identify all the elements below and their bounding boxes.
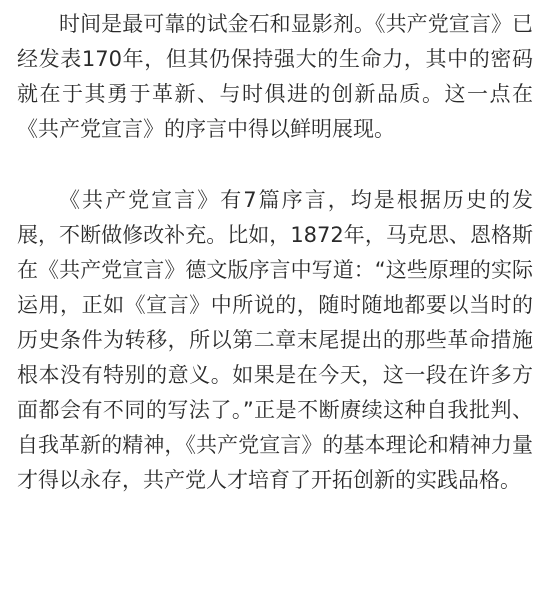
paragraph-1: 时间是最可靠的试金石和显影剂。《共产党宣言》已经发表170年，但其仍保持强大的生命力，其中的密码就在于其勇于革新、与时俱进的创新品质。这一点在《共产党宣言》的序言中得以鲜明展现。 [17, 12, 533, 141]
paragraph-spacer [17, 147, 533, 183]
paragraph-2: 《共产党宣言》有7篇序言，均是根据历史的发展，不断做修改补充。比如，1872年，马克思、恩格斯在《共产党宣言》德文版序言中写道：“这些原理的实际运用，正如《宣言》中所说的，随时随地都要以当时的历史条件为转移，所以第二章末尾提出的那些革命措施根本没有特别的意义。如果是在今天，这一段在许多方面都会有不同的写法了。”正是不断赓续这种自我批判、自我革新的精神，《共产党宣言》的基本理论和精神力量才得以永存，共产党人才培育了开拓创新的实践品格。 [17, 188, 533, 492]
article-body [17, 7, 533, 498]
